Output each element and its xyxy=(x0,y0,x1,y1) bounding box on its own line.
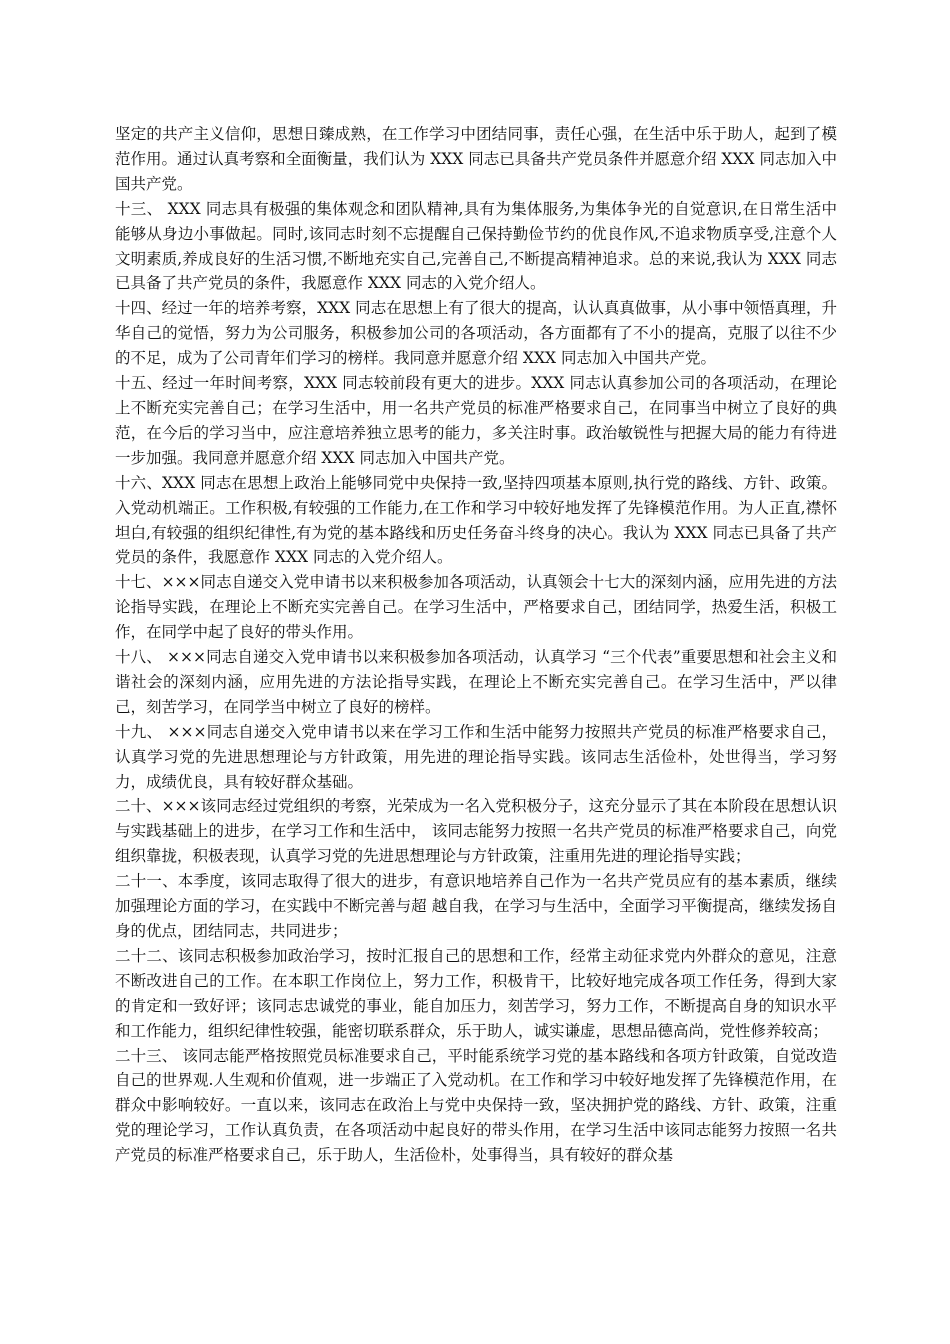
paragraph-17: 十七、×××同志自递交入党申请书以来积极参加各项活动，认真领会十七大的深刻内涵，应用先进的方法论指导实践，在理论上不断充实完善自己。在学习生活中，严格要求自己，团结同学，热爱生活，积极工作，在同学中起了良好的带头作用。 xyxy=(115,573,837,642)
paragraph-22: 二十二、该同志积极参加政治学习，按时汇报自己的思想和工作，经常主动征求党内外群众的意见，注意不断改进自己的工作。在本职工作岗位上，努力工作，积极肯干，比较好地完成各项工作任务，得到大家的肯定和一致好评；该同志忠诚党的事业，能自加压力，刻苦学习，努力工作，不断提高自身的知识水平和工作能力，组织纪律性较强，能密切联系群众，乐于助人，诚实谦虚，思想品德高尚，党性修养较高； xyxy=(115,946,837,1040)
paragraph-14: 十四、经过一年的培养考察，XXX 同志在思想上有了很大的提高，认认真真做事，从小事中领悟真理，升华自己的觉悟，努力为公司服务，积极参加公司的各项活动，各方面都有了不小的提高，克服了以往不少的不足，成为了公司青年们学习的榜样。我同意并愿意介绍 XXX 同志加入中国共产党。 xyxy=(115,299,837,368)
paragraph-18: 十八、 ×××同志自递交入党申请书以来积极参加各项活动，认真学习 “三个代表”重要思想和社会主义和谐社会的深刻内涵，应用先进的方法论指导实践，在理论上不断充实完善自己。在学习生活中，严以律己，刻苦学习，在同学当中树立了良好的榜样。 xyxy=(115,648,837,716)
paragraph-20: 二十、×××该同志经过党组织的考察，光荣成为一名入党积极分子，这充分显示了其在本阶段在思想认识与实践基础上的进步，在学习工作和生活中， 该同志能努力按照一名共产党员的标准严格要求自己，向党组织靠拢，积极表现，认真学习党的先进思想理论与方针政策，注重用先进的理论指导实践； xyxy=(115,797,837,866)
paragraph-16: 十六、XXX 同志在思想上政治上能够同党中央保持一致,坚持四项基本原则,执行党的路线、方针、政策。入党动机端正。工作积极,有较强的工作能力,在工作和学习中较好地发挥了先锋模范作用。为人正直,襟怀坦白,有较强的组织纪律性,有为党的基本路线和历史任务奋斗终身的决心。我认为 XXX 同志已具备了共产党员的条件，我愿意作 XXX 同志的入党介绍人。 xyxy=(115,473,837,567)
paragraph-13: 十三、 XXX 同志具有极强的集体观念和团队精神,具有为集体服务,为集体争光的自觉意识,在日常生活中能够从身边小事做起。同时,该同志时刻不忘提醒自己保持勤俭节约的优良作风,不追求物质享受,注意个人文明素质,养成良好的生活习惯,不断地充实自己,完善自己,不断提高精神追求。总的来说,我认为 XXX 同志已具备了共产党员的条件，我愿意作 XXX 同志的入党介绍人。 xyxy=(115,199,837,293)
paragraph-1: 坚定的共产主义信仰，思想日臻成熟，在工作学习中团结同事，责任心强，在生活中乐于助人，起到了模范作用。通过认真考察和全面衡量，我们认为 XXX 同志已具备共产党员条件并愿意介绍 XXX 同志加入中国共产党。 xyxy=(115,125,837,193)
paragraph-19: 十九、 ×××同志自递交入党申请书以来在学习工作和生活中能努力按照共产党员的标准严格要求自己，认真学习党的先进思想理论与方针政策，用先进的理论指导实践。该同志生活俭朴，处世得当，学习努力，成绩优良，具有较好群众基础。 xyxy=(115,722,837,791)
paragraph-15: 十五、经过一年时间考察，XXX 同志较前段有更大的进步。XXX 同志认真参加公司的各项活动，在理论上不断充实完善自己；在学习生活中，用一名共产党员的标准严格要求自己，在同事当中树立了良好的典范，在今后的学习当中，应注意培养独立思考的能力，多关注时事。政治敏锐性与把握大局的能力有待进一步加强。我同意并愿意介绍 XXX 同志加入中国共产党。 xyxy=(115,374,837,467)
paragraph-21: 二十一、本季度，该同志取得了很大的进步，有意识地培养自己作为一名共产党员应有的基本素质，继续加强理论方面的学习，在实践中不断完善与超 越自我，在学习与生活中，全面学习平衡提高，继续发扬自身的优点，团结同志，共同进步； xyxy=(115,872,837,940)
paragraph-23: 二十三、 该同志能严格按照党员标准要求自己，平时能系统学习党的基本路线和各项方针政策，自觉改造自己的世界观.人生观和价值观，进一步端正了入党动机。在工作和学习中较好地发挥了先锋模范作用，在群众中影响较好。一直以来，该同志在政治上与党中央保持一致，坚决拥护党的路线、方针、政策，注重党的理论学习，工作认真负责，在各项活动中起良好的带头作用，在学习生活中该同志能努力按照一名共产党员的标准严格要求自己，乐于助人，生活俭朴，处事得当，具有较好的群众基 xyxy=(115,1046,837,1165)
document-body xyxy=(115,122,837,1168)
